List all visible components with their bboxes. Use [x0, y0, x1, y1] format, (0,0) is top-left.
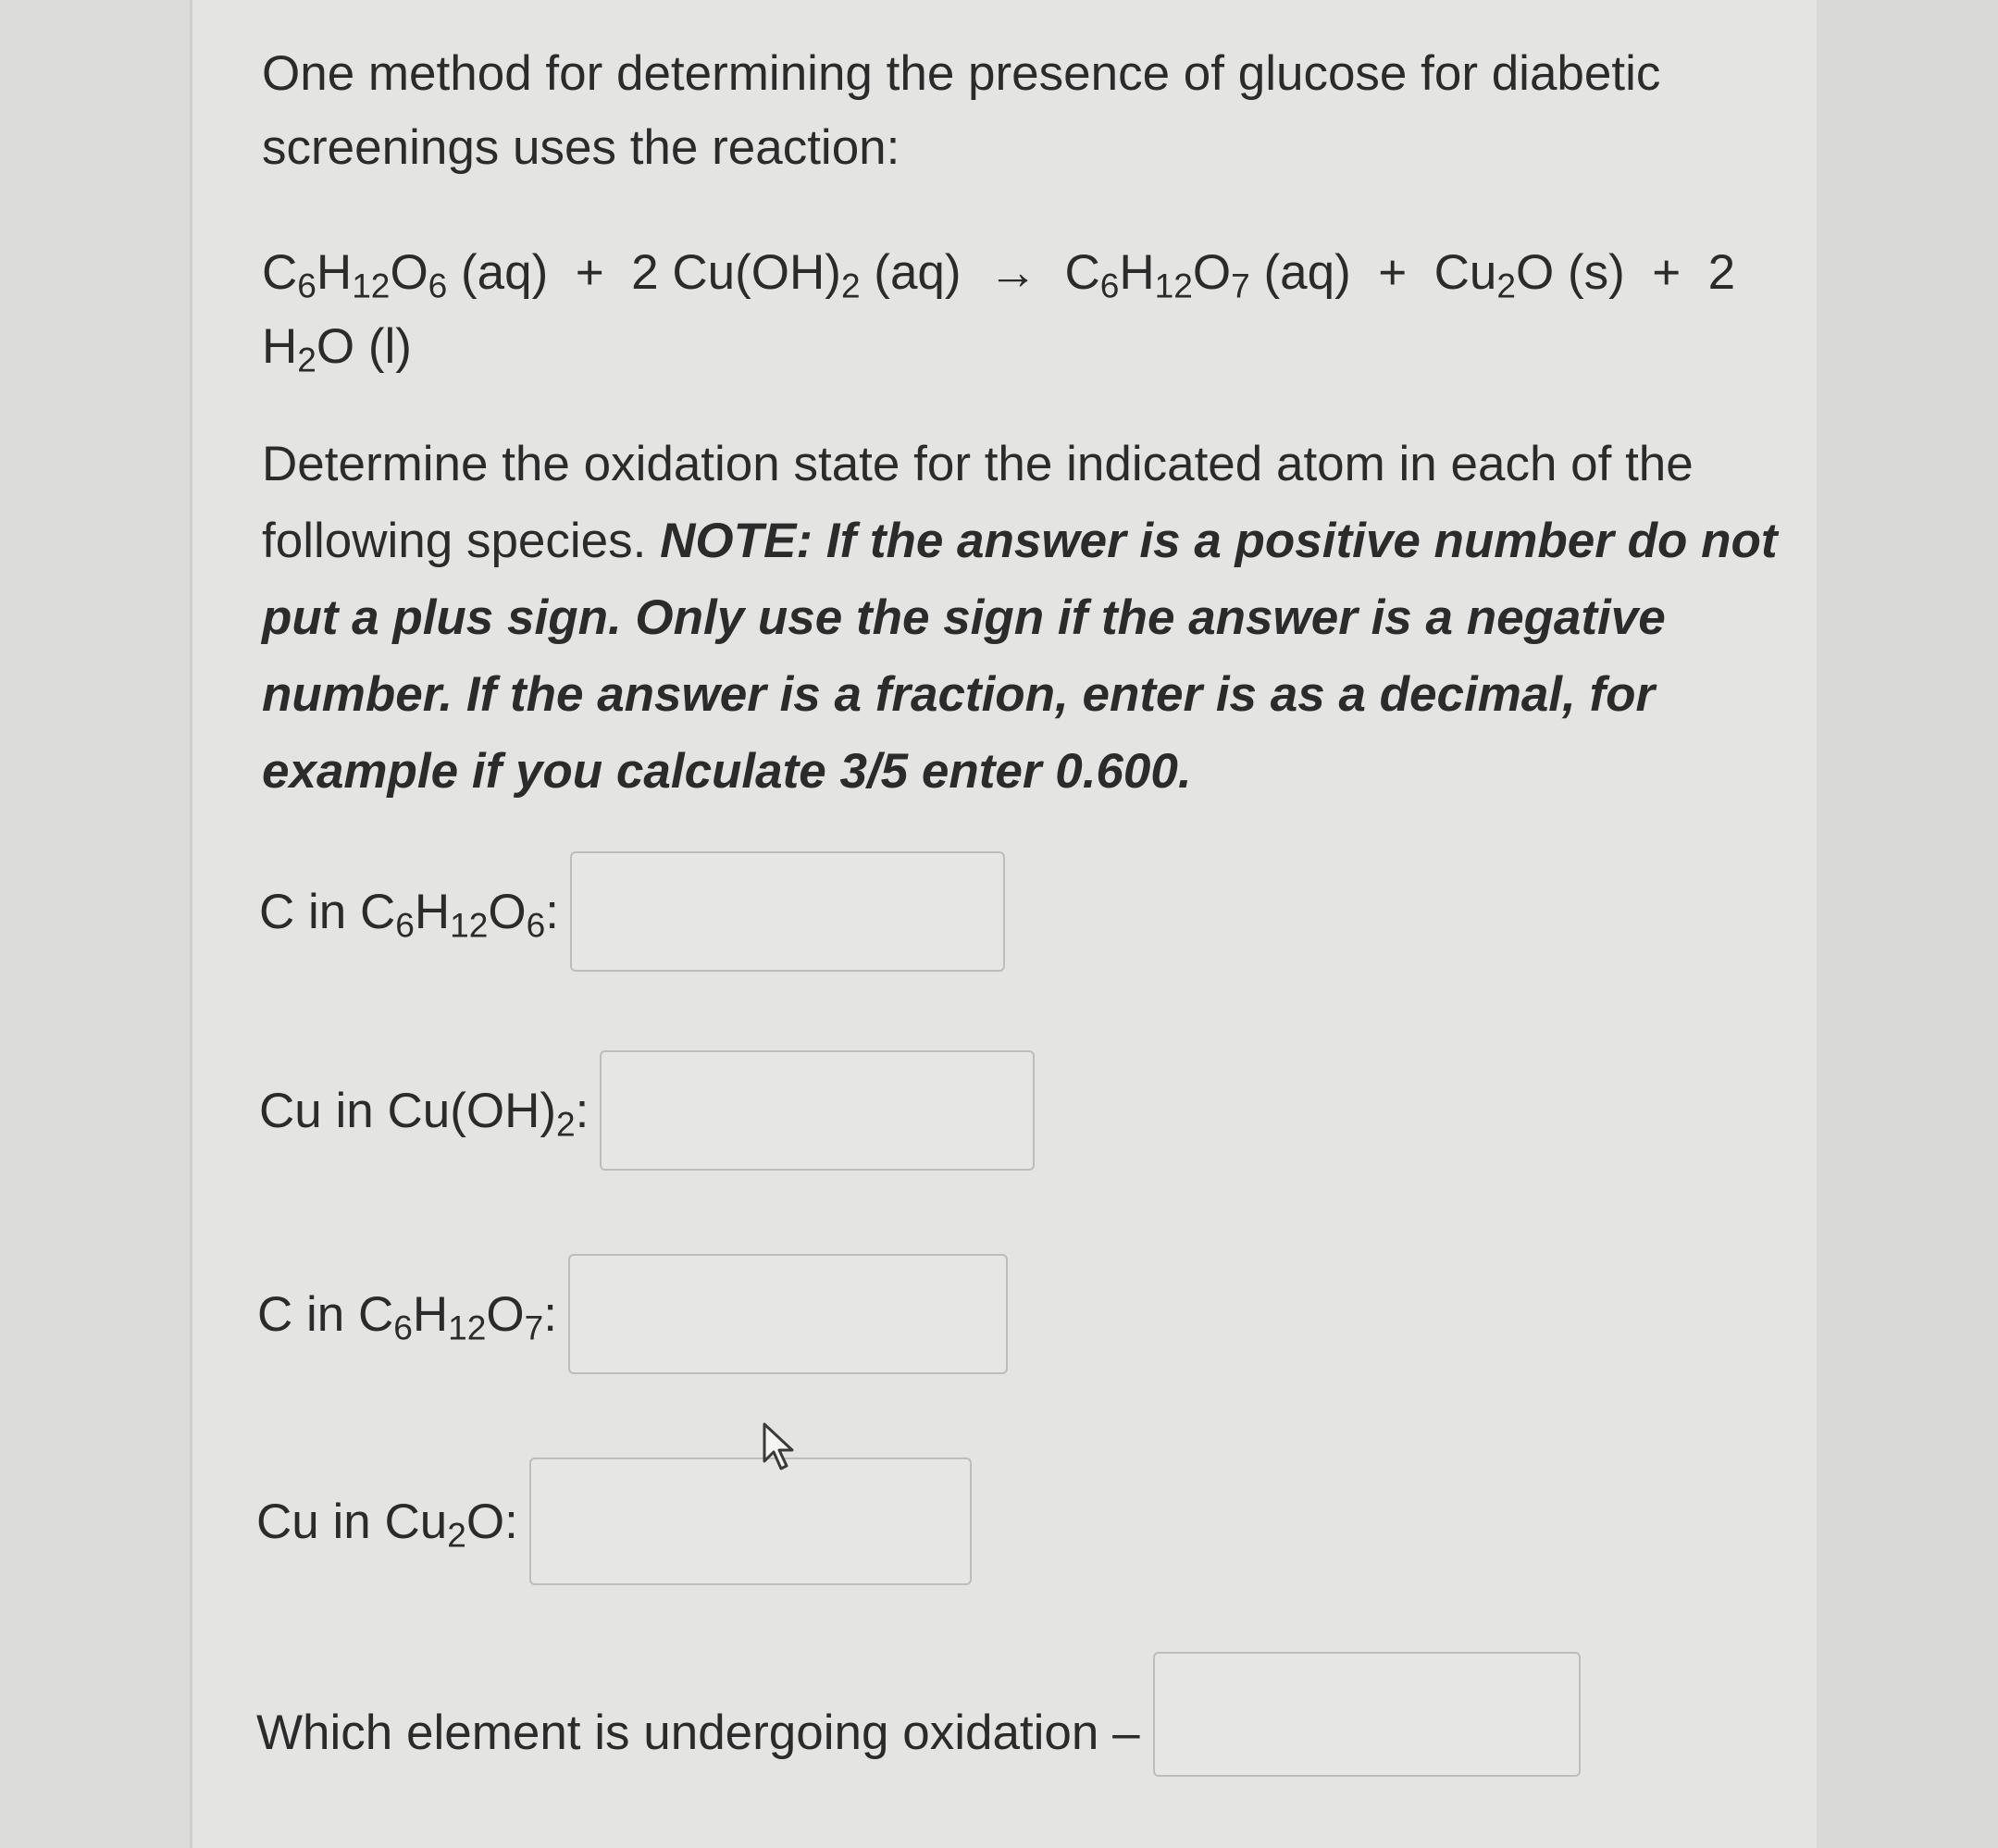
- arrow-icon: →: [988, 245, 1038, 300]
- reactant-glucose: $C_6H_{12}O_6$ (aq): [262, 245, 549, 305]
- product-water: $H_2O$ (l): [262, 319, 412, 379]
- plus-sign: +: [1652, 245, 1682, 300]
- answer-input-oxidized-element[interactable]: [1153, 1652, 1581, 1777]
- question-label: Which element is undergoing oxidation –: [256, 1705, 1140, 1760]
- answer-input-c-in-glucose[interactable]: [570, 851, 1005, 972]
- instructions-lead: Determine the oxidation state for the indicated atom in each of the following species.: [262, 437, 1694, 568]
- plus-sign: +: [575, 245, 604, 300]
- intro-text: One method for determining the presence of glucose for diabetic screenings uses the reaction:: [262, 46, 1661, 175]
- instructions-note: NOTE: If the answer is a positive number do not put a plus sign. Only use the sign if the answer is a negative number. If the answer is a fraction, enter is as a decimal, for example if you calculate 3/5 enter 0.600.: [262, 514, 1778, 799]
- answer-input-cu-in-copper-hydroxide[interactable]: [600, 1050, 1035, 1171]
- instructions-text: [262, 426, 1780, 810]
- question-c-in-glucose: [259, 851, 1005, 972]
- reactant-copper-hydroxide: 2 $Cu(OH)_2$ (aq): [631, 245, 962, 305]
- answer-input-c-in-gluconic-acid[interactable]: [568, 1254, 1008, 1374]
- question-oxidized-element: [256, 1652, 1581, 1777]
- question-label: Cu in $Cu_2O$:: [256, 1494, 518, 1554]
- right-gutter: [1817, 0, 1998, 1848]
- question-cu-in-copper-hydroxide: [259, 1050, 1035, 1171]
- reaction-equation: [262, 236, 1780, 384]
- question-label: C in $C_6H_{12}O_6$:: [259, 884, 560, 944]
- product-copper-oxide: $Cu_2O$ (s): [1433, 245, 1625, 305]
- product-gluconic-acid: $C_6H_{12}O_7$ (aq): [1064, 245, 1351, 305]
- plus-sign: +: [1378, 245, 1408, 300]
- pointer-arrow-icon: [759, 1420, 803, 1476]
- question-label: Cu in $Cu(OH)_2$:: [259, 1083, 589, 1143]
- left-gutter: [0, 0, 190, 1848]
- answer-input-cu-in-copper-oxide[interactable]: [529, 1457, 972, 1585]
- question-label: C in $C_6H_{12}O_7$:: [257, 1286, 558, 1346]
- product-water-coef: 2: [1707, 245, 1736, 300]
- question-cu-in-copper-oxide: [256, 1457, 972, 1585]
- question-c-in-gluconic-acid: [257, 1254, 1008, 1374]
